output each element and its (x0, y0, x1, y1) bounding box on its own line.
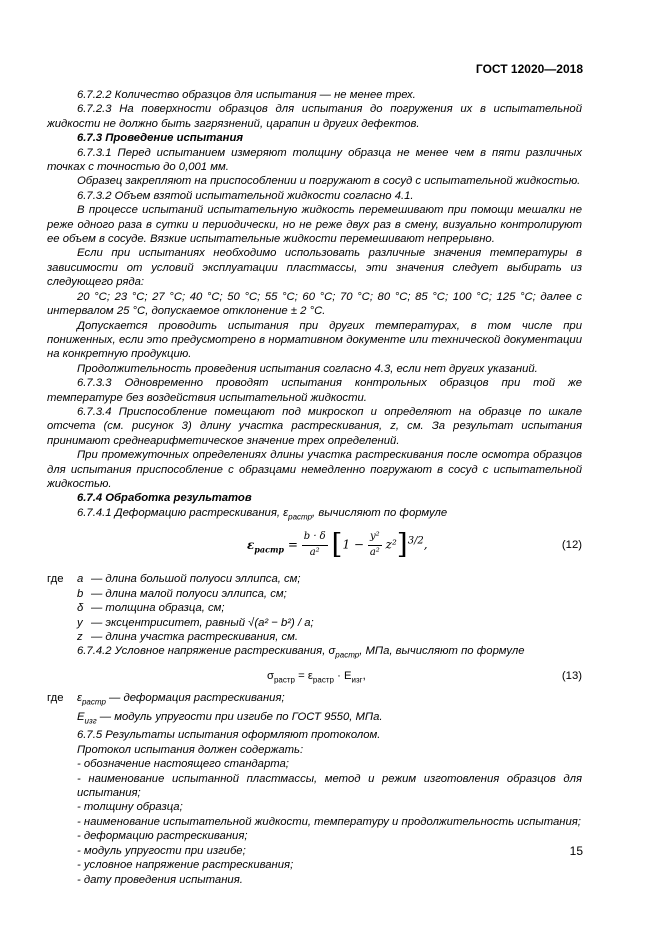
paragraph: Протокол испытания должен содержать: (77, 743, 304, 756)
where-item: y — эксцентриситет, равный √(a² − b²) / a; (77, 616, 314, 629)
paragraph: Образец закрепляют на приспособлении и погружают в сосуд с испытательной жидкостью. (77, 175, 581, 188)
paragraph: 6.7.3.2 Объем взятой испытательной жидкости согласно 4.1. (77, 189, 414, 202)
list-item: - дату проведения испытания. (77, 873, 243, 886)
where-item: z — длина участка растрескивания, см. (77, 631, 299, 644)
paragraph: 6.7.2.2 Количество образцов для испытания — не менее трех. (77, 89, 416, 101)
list-item: - толщину образца; (77, 801, 183, 814)
list-item: - деформацию растрескивания; (77, 830, 248, 843)
paragraph: 6.7.4.1 Деформацию растрескивания, $\varepsilon_{растр}$, вычисляют по формуле (77, 506, 448, 522)
paragraph: 6.7.3.1 Перед испытанием измеряют толщину образца не менее чем в пяти различных точках с точностью до 0,001 мм. (47, 146, 582, 174)
document-body (47, 88, 582, 887)
paragraph: 6.7.4.2 Условное напряжение растрескивания, $\sigma_{растр}$, МПа, вычисляют по формуле (77, 645, 525, 660)
list-item: - обозначение настоящего стандарта; (77, 758, 289, 771)
paragraph: Допускается проводить испытания при других температурах, в том числе при пониженных, если это предусмотрено в нормативном документе или технической документации на конкретную продукцию. (47, 319, 582, 361)
formula-number: (12) (561, 539, 582, 552)
paragraph: 6.7.2.3 На поверхности образцов для испытания до погружения их в испытательной жидкости не должно быть загрязнений, царапин и других дефектов. (47, 103, 582, 130)
where-item: δ — толщина образца, см; (77, 602, 225, 615)
where-item: b — длина малой полуоси эллипса, см; (77, 587, 287, 600)
paragraph: Если при испытаниях необходимо использовать различные значения температуры в зависимости от условий эксплуатации пластмассы, эти значения следует выбирать из следующего ряда: (47, 247, 582, 289)
paragraph: При промежуточных определениях длины участка растрескивания после осмотра образцов для испытания приспособление с образцами немедленно погружают в сосуд с испытательной жидкостью. (47, 449, 582, 490)
paragraph: 6.7.3.3 Одновременно проводят испытания контрольных образцов при той же температуре без воздействия испытательной жидкости. (47, 377, 582, 404)
paragraph: 6.7.5 Результаты испытания оформляют протоколом. (77, 729, 381, 742)
where-item: $\varepsilon_{растр}$ — деформация растрескивания; (77, 692, 285, 707)
formula-13 (47, 667, 582, 689)
section-heading: 6.7.4 Обработка результатов (77, 492, 252, 505)
where-item: a — длина большой полуоси эллипса, см; (77, 573, 301, 586)
formula-12-body: $\varepsilon_{растр}$ = $\frac{b \cdot \delta}{\text{a²}}$ [1 − $\frac{\text{y²}}{\text{a²}}$ z²]$^{3/2}$, (247, 528, 428, 562)
paragraph: 6.7.3.4 Приспособление помещают под микроскоп и определяют на образце по шкале отсчета (см. рисунок 3) длину участка растрескивания, z, см. За результат испытания принимают среднеарифметическое значение трех определений. (47, 405, 582, 447)
list-item: - наименование испытанной пластмассы, метод и режим изготовления образцов для испытания; (77, 772, 582, 800)
page-number: 15 (569, 844, 583, 858)
where-block: где a — длина большой полуоси эллипса, см; b — длина малой полуоси эллипса, см; δ — толщина образца, см; y — эксцентриситет, равный √(a² − b²) / a; z — длина участка растрескивания, см. (47, 573, 314, 644)
list-item: - наименование испытательной жидкости, температуру и продолжительность испытания; (77, 815, 581, 828)
list-item: - модуль упругости при изгибе; (77, 844, 246, 857)
list-item: - условное напряжение растрескивания; (77, 859, 294, 872)
formula-number: (13) (561, 670, 582, 683)
paragraph: Продолжительность проведения испытания согласно 4.3, если нет других указаний. (77, 362, 538, 375)
formula-12 (47, 526, 582, 566)
paragraph: В процессе испытаний испытательную жидкость перемешивают при помощи мешалки не реже одного раза в сутки и периодически, но не реже двух раз в смену, визуально контролируют ее объем в сосуде. Вязкие испытательные жидкости перемешивают непрерывно. (47, 204, 582, 246)
formula-13-body: $\sigma_{растр} = \varepsilon_{растр} \cdot E_{изг}$, (267, 670, 366, 685)
where-item: $E_{изг}$ — модуль упругости при изгибе по ГОСТ 9550, МПа. (77, 710, 383, 726)
where-block: где $\varepsilon_{растр}$ — деформация растрескивания; $E_{изг}$ — модуль упругости при изгибе по ГОСТ 9550, МПа. (47, 691, 582, 728)
section-heading: 6.7.3 Проведение испытания (77, 132, 244, 145)
paragraph: 20 °C; 23 °C; 27 °C; 40 °C; 50 °C; 55 °C; 60 °C; 70 °C; 80 °C; 85 °C; 100 °C; 125 °C; далее с интервалом 25 °C, допускаемое отклонение ± 2 °C. (47, 290, 582, 318)
page-header: ГОСТ 12020—2018 (475, 62, 583, 76)
